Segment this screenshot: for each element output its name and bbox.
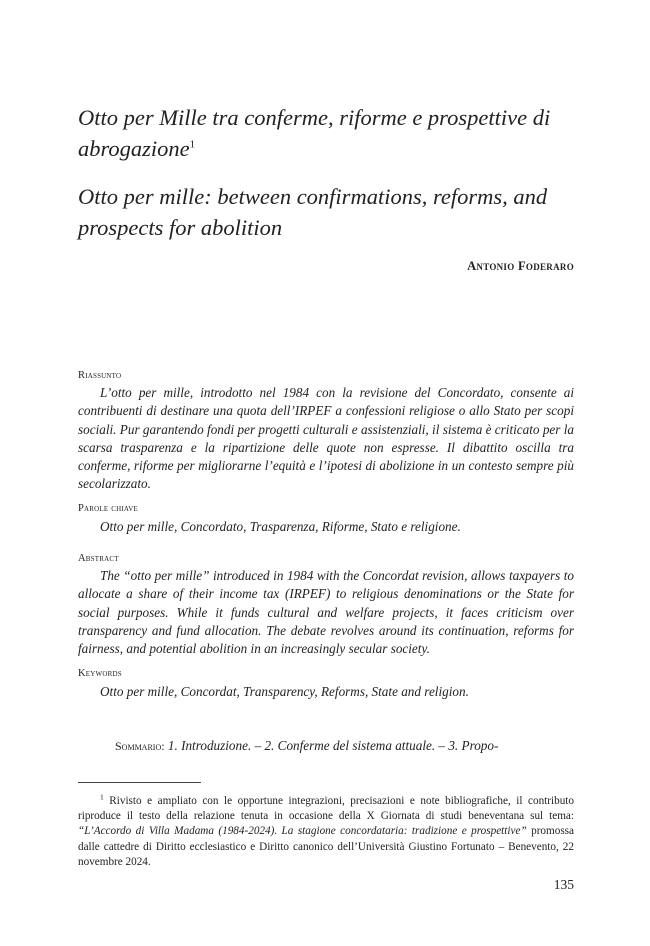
title-italian-text: Otto per Mille tra conferme, riforme e prospettive di abrogazione bbox=[78, 105, 551, 161]
footnote bbox=[78, 794, 574, 870]
sommario-text: 1. Introduzione. – 2. Conferme del sistema attuale. – 3. Propo- bbox=[164, 738, 499, 753]
riassunto-text: L’otto per mille, introdotto nel 1984 con la revisione del Concordato, consente ai contribuenti di destinare una quota dell’IRPEF a confessioni religiose o allo Stato per scopi sociali. Pur garantendo fondi per progetti culturali e assistenziali, il sistema è criticato per la scarsa trasparenza e la ripartizione delle quote non espresse. Il dibattito oscilla tra conferme, riforme per migliorarne l’equità e l’ipotesi di abolizione in un contesto sempre più secolarizzato. bbox=[78, 385, 574, 492]
abstract-text: The “otto per mille” introduced in 1984 with the Concordat revision, allows taxpayers to allocate a share of their income tax (IRPEF) to religious denominations or the State for social purposes. While it funds cultural and welfare projects, it faces criticism over transparency and fund allocation. The debate revolves around its continuation, reforms for fairness, and potential abolition in an increasingly secular society. bbox=[78, 568, 574, 657]
footnote-text-2: promossa dalle cattedre di Diritto ecclesiastico e Diritto canonico dell’Università Giustino Fortunato – Benevento, 22 novembre 2024. bbox=[78, 825, 574, 868]
parole-chiave-label: Parole chiave bbox=[78, 503, 138, 514]
footnote-text-1: Rivisto e ampliato con le opportune integrazioni, precisazioni e note bibliografiche, il contributo riproduce il testo della relazione tenuta in occasione della X Giornata di studi beneventana sul tema: bbox=[78, 795, 574, 823]
keywords-section bbox=[78, 667, 574, 701]
author-name: Antonio Foderaro bbox=[467, 259, 574, 273]
title-english: Otto per mille: between confirmations, reforms, and prospects for abolition bbox=[78, 184, 548, 240]
riassunto-label: Riassunto bbox=[78, 370, 122, 381]
sommario bbox=[115, 738, 585, 754]
page-number: 135 bbox=[553, 877, 574, 892]
keywords-label: Keywords bbox=[78, 668, 122, 679]
footnote-mark: 1 bbox=[100, 792, 104, 802]
parole-chiave-section bbox=[78, 502, 574, 536]
parole-chiave-text: Otto per mille, Concordato, Trasparenza, Riforme, Stato e religione. bbox=[100, 519, 461, 534]
footnote-paragraph bbox=[78, 794, 574, 870]
footnote-divider bbox=[78, 782, 201, 783]
abstract-section bbox=[78, 552, 574, 658]
title-italian bbox=[78, 102, 583, 164]
footnote-reference[interactable]: 1 bbox=[189, 138, 196, 151]
footnote-text-italic: “L’Accordo di Villa Madama (1984-2024). La stagione concordataria: tradizione e prospettive” bbox=[78, 825, 527, 838]
riassunto-section bbox=[78, 369, 574, 494]
sommario-label: Sommario: bbox=[115, 739, 165, 753]
keywords-text: Otto per mille, Concordat, Transparency, Reforms, State and religion. bbox=[100, 684, 469, 699]
abstract-label: Abstract bbox=[78, 553, 119, 564]
